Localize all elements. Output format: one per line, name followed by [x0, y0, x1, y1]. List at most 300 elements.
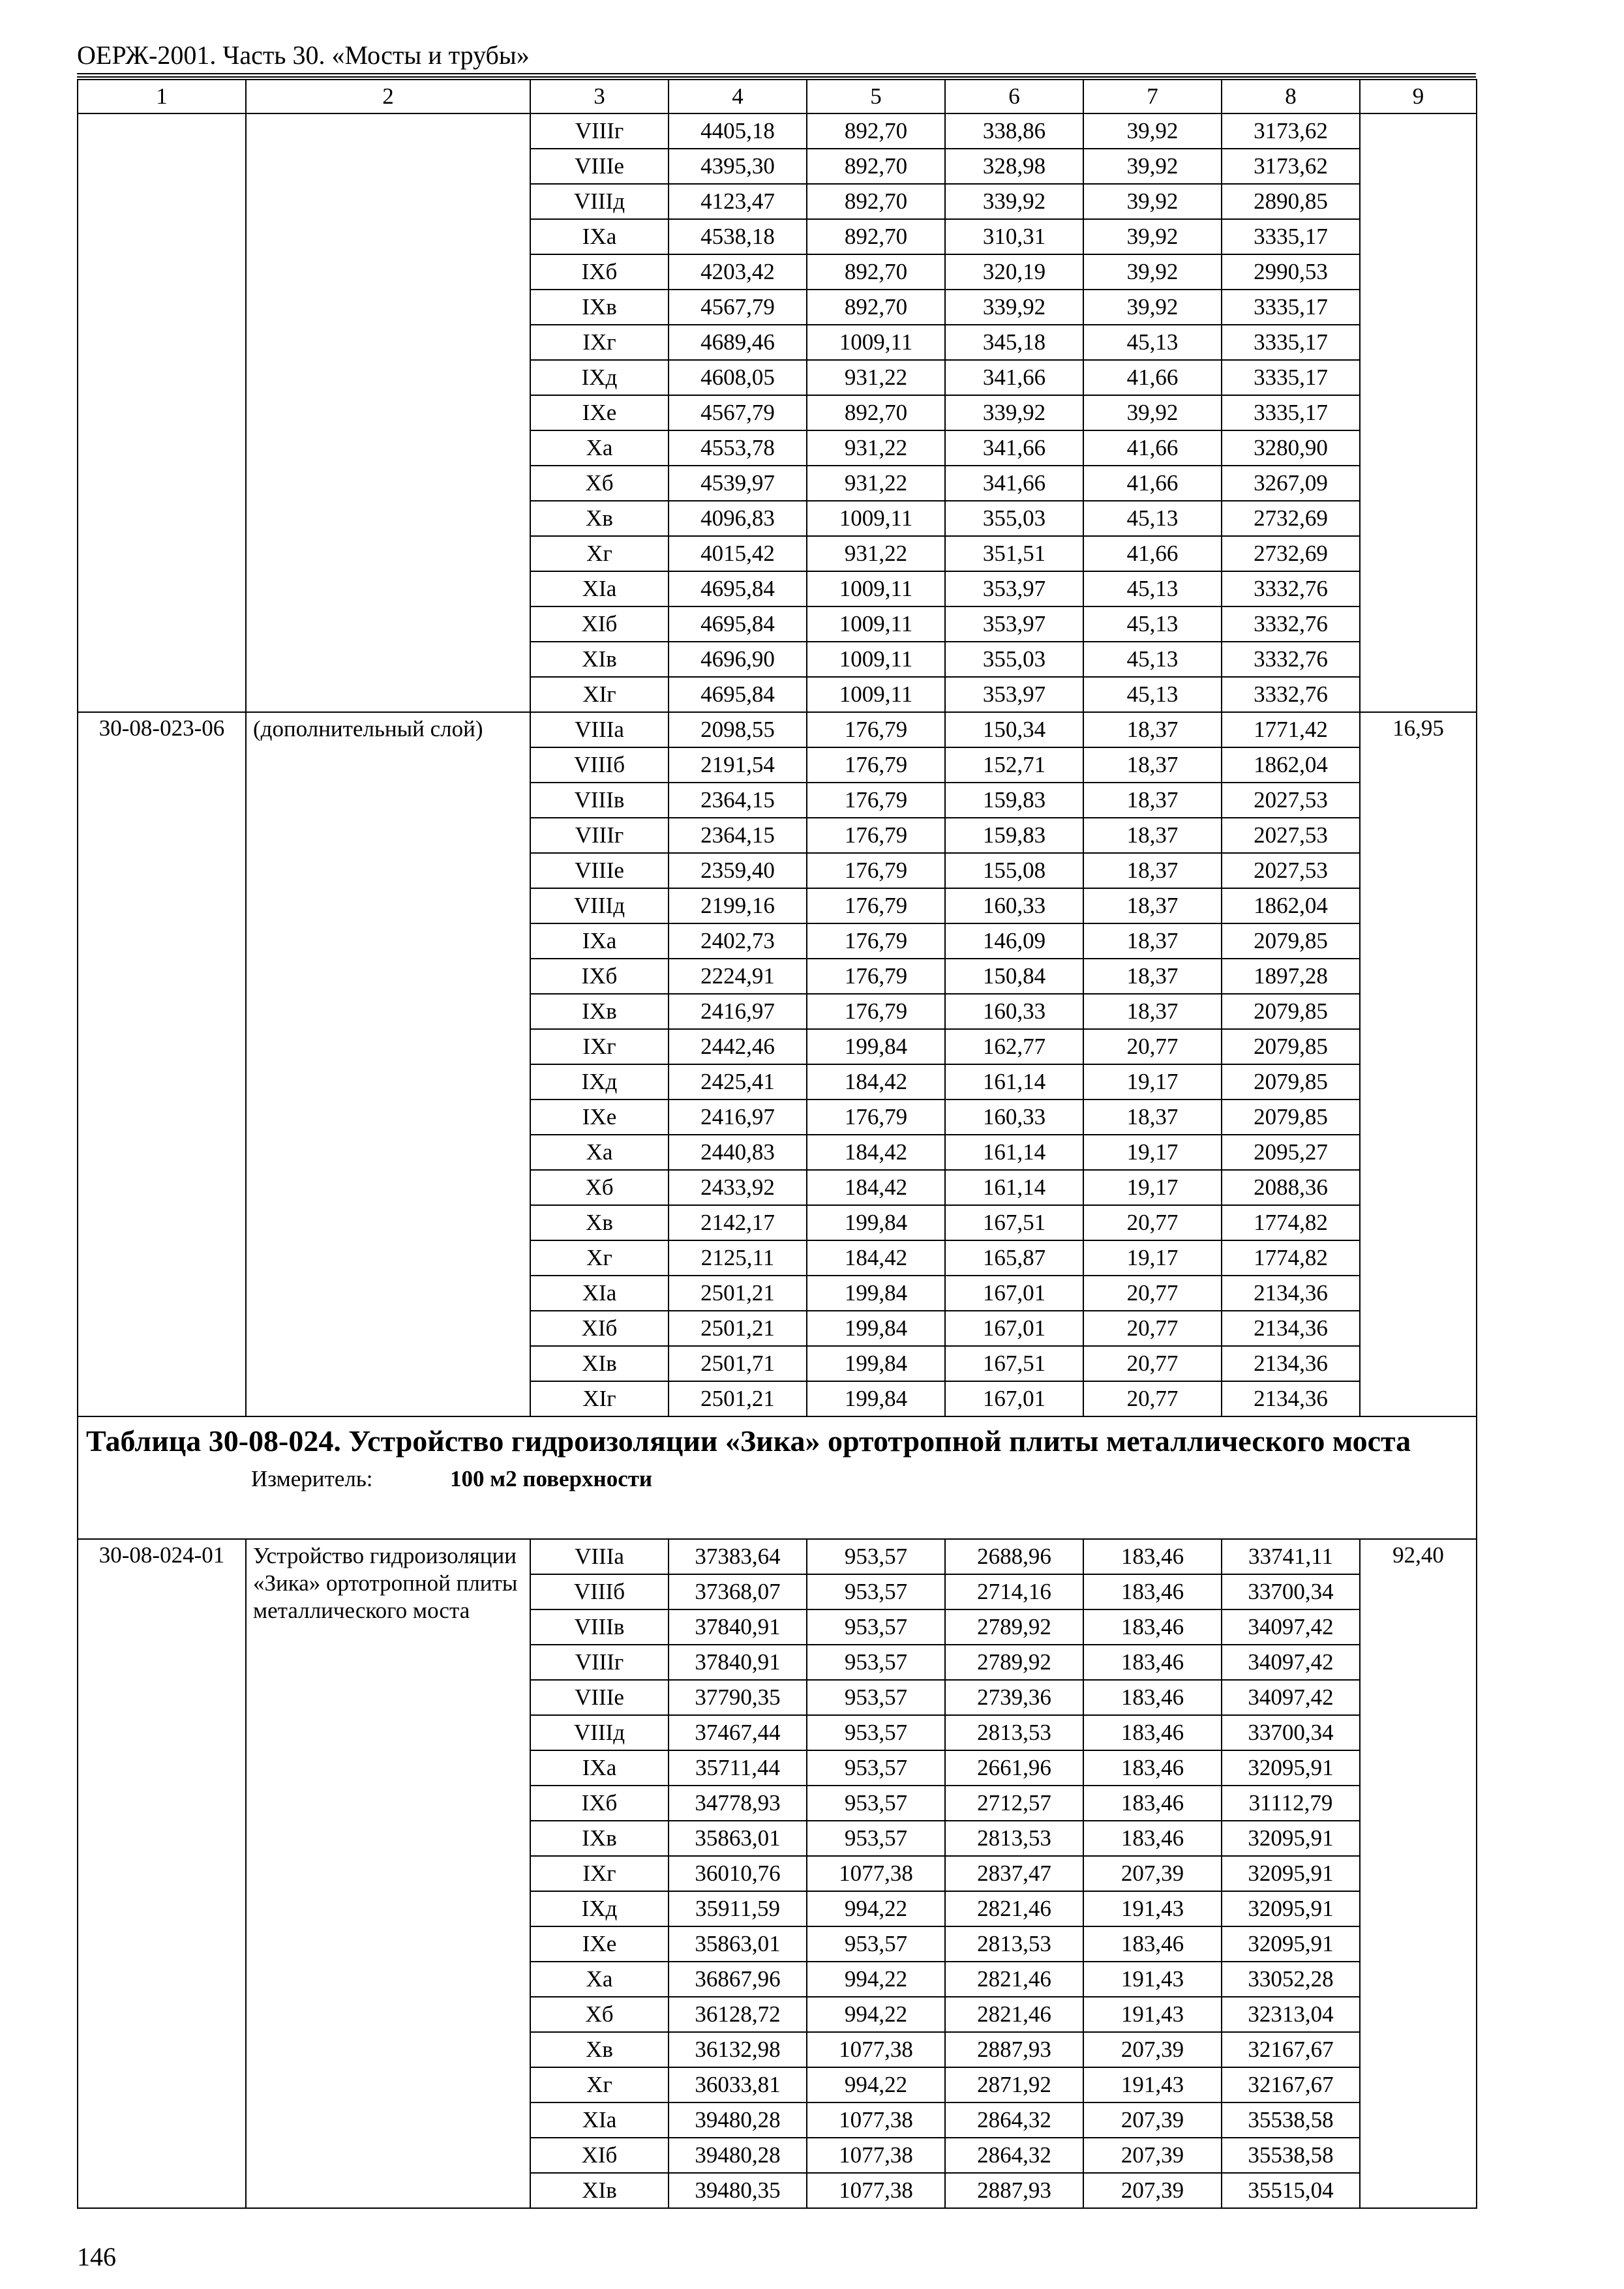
value-cell: 18,37: [1083, 818, 1222, 853]
value-cell: 4538,18: [669, 219, 807, 254]
header-rule-bottom: [77, 76, 1476, 78]
value-cell: 20,77: [1083, 1346, 1222, 1381]
value-cell: 953,57: [807, 1645, 945, 1680]
value-cell: 2134,36: [1222, 1381, 1360, 1416]
zone-cell: IХе: [530, 1926, 669, 1962]
value-cell: 20,77: [1083, 1381, 1222, 1416]
value-cell: 2837,47: [945, 1856, 1083, 1891]
value-cell: 33700,34: [1222, 1715, 1360, 1750]
value-cell: 191,43: [1083, 1962, 1222, 1997]
value-cell: 207,39: [1083, 2173, 1222, 2208]
value-cell: 160,33: [945, 1100, 1083, 1135]
value-cell: 176,79: [807, 747, 945, 783]
value-cell: 994,22: [807, 1997, 945, 2032]
value-cell: 339,92: [945, 290, 1083, 325]
value-cell: 45,13: [1083, 571, 1222, 606]
value-cell: 339,92: [945, 184, 1083, 219]
value-cell: 1774,82: [1222, 1205, 1360, 1240]
zone-cell: IХд: [530, 360, 669, 395]
labour-cost: 92,40: [1360, 1539, 1477, 2208]
value-cell: 953,57: [807, 1821, 945, 1856]
value-cell: 176,79: [807, 923, 945, 959]
zone-cell: XIб: [530, 2138, 669, 2173]
zone-cell: XIб: [530, 606, 669, 642]
value-cell: 207,39: [1083, 1856, 1222, 1891]
value-cell: 167,51: [945, 1205, 1083, 1240]
value-cell: 892,70: [807, 219, 945, 254]
zone-cell: Хг: [530, 2067, 669, 2102]
value-cell: 152,71: [945, 747, 1083, 783]
value-cell: 37383,64: [669, 1539, 807, 1574]
value-cell: 191,43: [1083, 1997, 1222, 2032]
page-number: 146: [77, 2242, 116, 2271]
value-cell: 3267,09: [1222, 466, 1360, 501]
value-cell: 4608,05: [669, 360, 807, 395]
labour-cost: [1360, 113, 1477, 712]
value-cell: 2098,55: [669, 712, 807, 747]
zone-cell: VIIIа: [530, 712, 669, 747]
column-number-row: [78, 80, 1477, 113]
value-cell: 35911,59: [669, 1891, 807, 1926]
zone-cell: IХг: [530, 325, 669, 360]
value-cell: 4015,42: [669, 536, 807, 571]
value-cell: 2813,53: [945, 1821, 1083, 1856]
zone-cell: IХв: [530, 290, 669, 325]
value-cell: 167,01: [945, 1276, 1083, 1311]
table-row: [78, 712, 1477, 747]
value-cell: 4096,83: [669, 501, 807, 536]
zone-cell: XIв: [530, 1346, 669, 1381]
value-cell: 1771,42: [1222, 712, 1360, 747]
zone-cell: VIIIб: [530, 747, 669, 783]
value-cell: 994,22: [807, 2067, 945, 2102]
value-cell: 2739,36: [945, 1680, 1083, 1715]
value-cell: 2134,36: [1222, 1311, 1360, 1346]
zone-cell: Хб: [530, 466, 669, 501]
value-cell: 2027,53: [1222, 853, 1360, 888]
zone-cell: Ха: [530, 1135, 669, 1170]
value-cell: 2864,32: [945, 2102, 1083, 2138]
value-cell: 3280,90: [1222, 430, 1360, 466]
value-cell: 2402,73: [669, 923, 807, 959]
value-cell: 2789,92: [945, 1609, 1083, 1645]
value-cell: 159,83: [945, 818, 1083, 853]
value-cell: 18,37: [1083, 994, 1222, 1029]
header-rule-top: [77, 73, 1476, 74]
value-cell: 2079,85: [1222, 1100, 1360, 1135]
value-cell: 2732,69: [1222, 501, 1360, 536]
zone-cell: Хв: [530, 2032, 669, 2067]
value-cell: 1009,11: [807, 606, 945, 642]
value-cell: 160,33: [945, 994, 1083, 1029]
value-cell: 183,46: [1083, 1750, 1222, 1786]
value-cell: 341,66: [945, 466, 1083, 501]
work-name: [246, 113, 530, 712]
value-cell: 2661,96: [945, 1750, 1083, 1786]
value-cell: 19,17: [1083, 1240, 1222, 1276]
zone-cell: IХа: [530, 219, 669, 254]
zone-cell: Ха: [530, 1962, 669, 1997]
value-cell: 36132,98: [669, 2032, 807, 2067]
zone-cell: XIг: [530, 1381, 669, 1416]
value-cell: 34097,42: [1222, 1645, 1360, 1680]
value-cell: 4567,79: [669, 395, 807, 430]
value-cell: 2079,85: [1222, 994, 1360, 1029]
running-header: ОЕРЖ-2001. Часть 30. «Мосты и трубы»: [77, 40, 530, 70]
zone-cell: VIIIд: [530, 184, 669, 219]
value-cell: 39,92: [1083, 184, 1222, 219]
value-cell: 953,57: [807, 1750, 945, 1786]
rate-code: 30-08-024-01: [78, 1539, 246, 2208]
value-cell: 4567,79: [669, 290, 807, 325]
value-cell: 33741,11: [1222, 1539, 1360, 1574]
value-cell: 1897,28: [1222, 959, 1360, 994]
zone-cell: VIIIе: [530, 853, 669, 888]
value-cell: 176,79: [807, 959, 945, 994]
zone-cell: XIа: [530, 1276, 669, 1311]
column-number: 5: [807, 80, 945, 113]
column-number: 1: [78, 80, 246, 113]
value-cell: 4553,78: [669, 430, 807, 466]
value-cell: 33700,34: [1222, 1574, 1360, 1609]
value-cell: 931,22: [807, 360, 945, 395]
value-cell: 341,66: [945, 430, 1083, 466]
value-cell: 4696,90: [669, 642, 807, 677]
value-cell: 4395,30: [669, 149, 807, 184]
value-cell: 3173,62: [1222, 113, 1360, 149]
value-cell: 183,46: [1083, 1609, 1222, 1645]
value-cell: 191,43: [1083, 2067, 1222, 2102]
value-cell: 35538,58: [1222, 2138, 1360, 2173]
zone-cell: IХе: [530, 1100, 669, 1135]
value-cell: 2027,53: [1222, 783, 1360, 818]
value-cell: 34778,93: [669, 1786, 807, 1821]
value-cell: 45,13: [1083, 606, 1222, 642]
value-cell: 1077,38: [807, 2138, 945, 2173]
value-cell: 41,66: [1083, 430, 1222, 466]
value-cell: 953,57: [807, 1715, 945, 1750]
value-cell: 2191,54: [669, 747, 807, 783]
value-cell: 199,84: [807, 1205, 945, 1240]
value-cell: 3332,76: [1222, 606, 1360, 642]
value-cell: 184,42: [807, 1064, 945, 1100]
value-cell: 39480,28: [669, 2102, 807, 2138]
value-cell: 176,79: [807, 818, 945, 853]
zone-cell: IХд: [530, 1064, 669, 1100]
value-cell: 2714,16: [945, 1574, 1083, 1609]
value-cell: 167,01: [945, 1381, 1083, 1416]
value-cell: 953,57: [807, 1680, 945, 1715]
value-cell: 183,46: [1083, 1786, 1222, 1821]
value-cell: 341,66: [945, 360, 1083, 395]
value-cell: 3335,17: [1222, 360, 1360, 395]
value-cell: 191,43: [1083, 1891, 1222, 1926]
value-cell: 2134,36: [1222, 1346, 1360, 1381]
value-cell: 3173,62: [1222, 149, 1360, 184]
value-cell: 351,51: [945, 536, 1083, 571]
value-cell: 2079,85: [1222, 1064, 1360, 1100]
value-cell: 18,37: [1083, 888, 1222, 923]
value-cell: 2732,69: [1222, 536, 1360, 571]
value-cell: 3332,76: [1222, 642, 1360, 677]
value-cell: 2134,36: [1222, 1276, 1360, 1311]
value-cell: 2364,15: [669, 818, 807, 853]
value-cell: 20,77: [1083, 1205, 1222, 1240]
value-cell: 35863,01: [669, 1926, 807, 1962]
rate-code: [78, 113, 246, 712]
value-cell: 2088,36: [1222, 1170, 1360, 1205]
zone-cell: Хб: [530, 1997, 669, 2032]
column-number: 9: [1360, 80, 1477, 113]
work-name: (дополнительный слой): [246, 712, 530, 1416]
value-cell: 2224,91: [669, 959, 807, 994]
zone-cell: IХб: [530, 959, 669, 994]
value-cell: 4539,97: [669, 466, 807, 501]
value-cell: 45,13: [1083, 642, 1222, 677]
value-cell: 1009,11: [807, 677, 945, 712]
zone-cell: VIIIб: [530, 1574, 669, 1609]
value-cell: 37467,44: [669, 1715, 807, 1750]
value-cell: 183,46: [1083, 1680, 1222, 1715]
zone-cell: VIIIд: [530, 1715, 669, 1750]
value-cell: 931,22: [807, 536, 945, 571]
value-cell: 183,46: [1083, 1645, 1222, 1680]
value-cell: 150,84: [945, 959, 1083, 994]
value-cell: 31112,79: [1222, 1786, 1360, 1821]
value-cell: 2442,46: [669, 1029, 807, 1064]
value-cell: 2359,40: [669, 853, 807, 888]
value-cell: 931,22: [807, 466, 945, 501]
zone-cell: XIа: [530, 2102, 669, 2138]
value-cell: 176,79: [807, 712, 945, 747]
value-cell: 339,92: [945, 395, 1083, 430]
value-cell: 355,03: [945, 501, 1083, 536]
measure-value: 100 м2 поверхности: [450, 1466, 653, 1491]
value-cell: 199,84: [807, 1029, 945, 1064]
value-cell: 1077,38: [807, 2173, 945, 2208]
value-cell: 2821,46: [945, 1997, 1083, 2032]
zone-cell: VIIIе: [530, 1680, 669, 1715]
value-cell: 2125,11: [669, 1240, 807, 1276]
value-cell: 45,13: [1083, 325, 1222, 360]
value-cell: 176,79: [807, 1100, 945, 1135]
value-cell: 32095,91: [1222, 1821, 1360, 1856]
value-cell: 2821,46: [945, 1962, 1083, 1997]
value-cell: 39,92: [1083, 290, 1222, 325]
value-cell: 199,84: [807, 1381, 945, 1416]
zone-cell: IХа: [530, 923, 669, 959]
zone-cell: VIIIв: [530, 783, 669, 818]
value-cell: 176,79: [807, 783, 945, 818]
value-cell: 953,57: [807, 1609, 945, 1645]
value-cell: 161,14: [945, 1064, 1083, 1100]
value-cell: 36010,76: [669, 1856, 807, 1891]
value-cell: 184,42: [807, 1240, 945, 1276]
zone-cell: VIIIг: [530, 1645, 669, 1680]
value-cell: 1077,38: [807, 2032, 945, 2067]
value-cell: 20,77: [1083, 1311, 1222, 1346]
value-cell: 176,79: [807, 888, 945, 923]
value-cell: 2821,46: [945, 1891, 1083, 1926]
value-cell: 2813,53: [945, 1715, 1083, 1750]
value-cell: 39,92: [1083, 219, 1222, 254]
value-cell: 2813,53: [945, 1926, 1083, 1962]
value-cell: 2027,53: [1222, 818, 1360, 853]
value-cell: 32095,91: [1222, 1750, 1360, 1786]
value-cell: 338,86: [945, 113, 1083, 149]
measure-label: Измеритель:: [251, 1466, 373, 1491]
value-cell: 931,22: [807, 430, 945, 466]
table-row: [78, 1539, 1477, 1574]
zone-cell: IХе: [530, 395, 669, 430]
value-cell: 32167,67: [1222, 2067, 1360, 2102]
value-cell: 35863,01: [669, 1821, 807, 1856]
column-number: 8: [1222, 80, 1360, 113]
value-cell: 34097,42: [1222, 1680, 1360, 1715]
table-body: [78, 80, 1477, 2208]
zone-cell: IХг: [530, 1856, 669, 1891]
value-cell: 4695,84: [669, 606, 807, 642]
value-cell: 155,08: [945, 853, 1083, 888]
zone-cell: XIа: [530, 571, 669, 606]
zone-cell: XIб: [530, 1311, 669, 1346]
zone-cell: VIIIг: [530, 818, 669, 853]
value-cell: 39,92: [1083, 113, 1222, 149]
value-cell: 176,79: [807, 994, 945, 1029]
zone-cell: VIIIг: [530, 113, 669, 149]
value-cell: 37790,35: [669, 1680, 807, 1715]
zone-cell: VIIIе: [530, 149, 669, 184]
value-cell: 161,14: [945, 1170, 1083, 1205]
value-cell: 176,79: [807, 853, 945, 888]
value-cell: 2142,17: [669, 1205, 807, 1240]
value-cell: 183,46: [1083, 1821, 1222, 1856]
value-cell: 160,33: [945, 888, 1083, 923]
value-cell: 1009,11: [807, 325, 945, 360]
value-cell: 41,66: [1083, 536, 1222, 571]
value-cell: 32095,91: [1222, 1926, 1360, 1962]
value-cell: 2990,53: [1222, 254, 1360, 290]
value-cell: 4203,42: [669, 254, 807, 290]
value-cell: 35538,58: [1222, 2102, 1360, 2138]
zone-cell: VIIIд: [530, 888, 669, 923]
value-cell: 320,19: [945, 254, 1083, 290]
zone-cell: XIв: [530, 642, 669, 677]
value-cell: 167,51: [945, 1346, 1083, 1381]
value-cell: 994,22: [807, 1891, 945, 1926]
table-title-cell: [78, 1416, 1477, 1539]
value-cell: 2364,15: [669, 783, 807, 818]
zone-cell: IХд: [530, 1891, 669, 1926]
value-cell: 2425,41: [669, 1064, 807, 1100]
column-number: 3: [530, 80, 669, 113]
value-cell: 18,37: [1083, 712, 1222, 747]
zone-cell: Хв: [530, 1205, 669, 1240]
value-cell: 39,92: [1083, 254, 1222, 290]
zone-cell: VIIIв: [530, 1609, 669, 1645]
value-cell: 953,57: [807, 1926, 945, 1962]
value-cell: 19,17: [1083, 1064, 1222, 1100]
value-cell: 2890,85: [1222, 184, 1360, 219]
value-cell: 183,46: [1083, 1715, 1222, 1750]
zone-cell: Хб: [530, 1170, 669, 1205]
value-cell: 1774,82: [1222, 1240, 1360, 1276]
value-cell: 35711,44: [669, 1750, 807, 1786]
value-cell: 18,37: [1083, 923, 1222, 959]
value-cell: 41,66: [1083, 466, 1222, 501]
value-cell: 953,57: [807, 1786, 945, 1821]
value-cell: 18,37: [1083, 853, 1222, 888]
value-cell: 2199,16: [669, 888, 807, 923]
zone-cell: VIIIа: [530, 1539, 669, 1574]
value-cell: 355,03: [945, 642, 1083, 677]
value-cell: 2416,97: [669, 994, 807, 1029]
value-cell: 32095,91: [1222, 1856, 1360, 1891]
zone-cell: Хг: [530, 1240, 669, 1276]
value-cell: 184,42: [807, 1170, 945, 1205]
table-title: Таблица 30-08-024. Устройство гидроизоляции «Зика» ортотропной плиты металлического моста: [86, 1424, 1411, 1458]
value-cell: 36033,81: [669, 2067, 807, 2102]
value-cell: 36128,72: [669, 1997, 807, 2032]
value-cell: 1077,38: [807, 2102, 945, 2138]
value-cell: 2871,92: [945, 2067, 1083, 2102]
value-cell: 34097,42: [1222, 1609, 1360, 1645]
value-cell: 32167,67: [1222, 2032, 1360, 2067]
value-cell: 892,70: [807, 395, 945, 430]
value-cell: 2712,57: [945, 1786, 1083, 1821]
value-cell: 20,77: [1083, 1276, 1222, 1311]
value-cell: 36867,96: [669, 1962, 807, 1997]
work-name: Устройство гидроизоляции «Зика» ортотропной плиты металлического моста: [246, 1539, 530, 2208]
value-cell: 2887,93: [945, 2032, 1083, 2067]
table-row: [78, 113, 1477, 149]
value-cell: 345,18: [945, 325, 1083, 360]
value-cell: 2501,21: [669, 1311, 807, 1346]
value-cell: 146,09: [945, 923, 1083, 959]
value-cell: 2095,27: [1222, 1135, 1360, 1170]
zone-cell: XIг: [530, 677, 669, 712]
value-cell: 41,66: [1083, 360, 1222, 395]
value-cell: 2079,85: [1222, 923, 1360, 959]
value-cell: 953,57: [807, 1574, 945, 1609]
value-cell: 162,77: [945, 1029, 1083, 1064]
zone-cell: IХб: [530, 254, 669, 290]
value-cell: 37368,07: [669, 1574, 807, 1609]
value-cell: 2079,85: [1222, 1029, 1360, 1064]
value-cell: 3332,76: [1222, 571, 1360, 606]
value-cell: 2433,92: [669, 1170, 807, 1205]
value-cell: 2440,83: [669, 1135, 807, 1170]
value-cell: 3332,76: [1222, 677, 1360, 712]
value-cell: 1009,11: [807, 571, 945, 606]
value-cell: 199,84: [807, 1346, 945, 1381]
zone-cell: XIв: [530, 2173, 669, 2208]
value-cell: 3335,17: [1222, 325, 1360, 360]
value-cell: 161,14: [945, 1135, 1083, 1170]
value-cell: 32313,04: [1222, 1997, 1360, 2032]
table-title-row: [78, 1416, 1477, 1539]
value-cell: 1862,04: [1222, 888, 1360, 923]
value-cell: 3335,17: [1222, 290, 1360, 325]
value-cell: 4123,47: [669, 184, 807, 219]
value-cell: 39,92: [1083, 149, 1222, 184]
value-cell: 35515,04: [1222, 2173, 1360, 2208]
value-cell: 892,70: [807, 149, 945, 184]
value-cell: 3335,17: [1222, 395, 1360, 430]
column-number: 7: [1083, 80, 1222, 113]
value-cell: 994,22: [807, 1962, 945, 1997]
value-cell: 183,46: [1083, 1574, 1222, 1609]
